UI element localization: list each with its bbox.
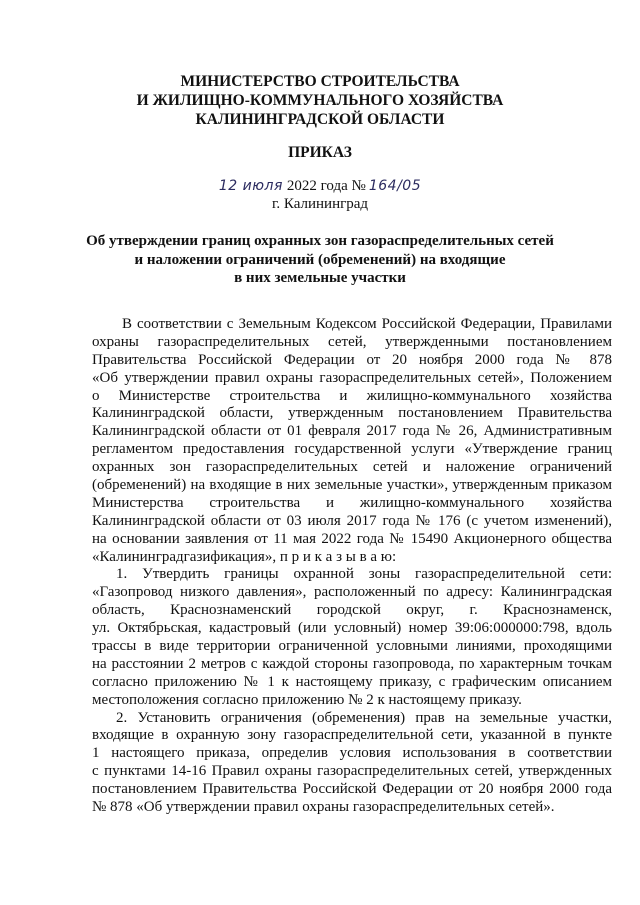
paragraph-line: 1. Утвердить границы охранной зоны газораспределительной сети:: [116, 566, 612, 583]
ministry-line-2: И ЖИЛИЩНО-КОММУНАЛЬНОГО ХОЗЯЙСТВА: [136, 92, 504, 109]
paragraph-line: № 878 «Об утверждении правил охраны газораспределительных сетей».: [92, 799, 555, 816]
date-line: [0, 176, 640, 196]
handwritten-date: 12 июля: [218, 178, 283, 194]
paragraph-line: на расстоянии 2 метров с каждой стороны газопровода, по характерным точкам: [92, 655, 612, 672]
paragraph-line: охранных зон газораспределительных сетей и наложение ограничений: [92, 459, 612, 476]
paragraph-line: В соответствии с Земельным Кодексом Российской Федерации, Правилами: [122, 316, 612, 332]
paragraph-line: (обременений) на входящие в них земельные участки», утвержденным приказом: [92, 477, 612, 494]
paragraph-line: Калининградской области от 03 июля 2017 года № 176 (с учетом изменений),: [92, 512, 612, 529]
paragraph-line: трассы в виде территории ограниченной условными линиями, проходящими: [92, 638, 612, 655]
paragraph-line: регламентом предоставления государственной услуги «Утверждение границ: [92, 441, 612, 458]
clause-1-paragraph: [92, 566, 612, 709]
order-body: [92, 316, 612, 817]
paragraph-line: «Газопровод низкого давления», расположенный по адресу: Калининградская: [92, 584, 612, 601]
paragraph-line: ул. Октябрьская, кадастровый (или условный) номер 39:06:000000:798, вдоль: [92, 620, 612, 637]
ministry-name: [0, 72, 640, 129]
paragraph-line: на основании заявления от 11 мая 2022 года № 15490 Акционерного общества: [92, 530, 612, 547]
paragraph-line: Правительства Российской Федерации от 20 ноября 2000 года № 878: [92, 351, 612, 368]
ministry-line-3: КАЛИНИНГРАДСКОЙ ОБЛАСТИ: [195, 111, 445, 128]
clause-2-paragraph: [92, 710, 612, 817]
subject-line-2: и наложении ограничений (обременений) на входящие: [134, 251, 506, 268]
paragraph-line: согласно приложению № 1 к настоящему приказу, с графическим описанием: [92, 673, 612, 690]
document-type-title: ПРИКАЗ: [288, 144, 352, 161]
paragraph-line: местоположения согласно приложению № 2 к настоящему приказу.: [92, 691, 522, 708]
order-subject: [0, 232, 640, 288]
city-name: г. Калининград: [271, 196, 369, 212]
subject-line-3: в них земельные участки: [234, 270, 406, 286]
paragraph-line: входящие в охранную зону газораспределительной сети, указанной в пункте: [92, 727, 612, 744]
paragraph-line: Калининградской области, утвержденным постановлением Правительства: [92, 405, 612, 422]
ministry-line-1: МИНИСТЕРСТВО СТРОИТЕЛЬСТВА: [180, 73, 460, 90]
preamble-paragraph: [92, 316, 612, 566]
paragraph-line: охраны газораспределительных сетей, утвержденными постановлением: [92, 333, 612, 350]
paragraph-line: о Министерстве строительства и жилищно-коммунального хозяйства: [92, 387, 612, 404]
paragraph-line: 2. Установить ограничения (обременения) прав на земельные участки,: [116, 709, 612, 726]
handwritten-order-number: 164/05: [368, 178, 422, 194]
paragraph-line: «Об утверждении правил охраны газораспределительных сетей», Положением: [92, 369, 612, 386]
year-text: 2022 года №: [286, 178, 366, 194]
paragraph-line: постановлением Правительства Российской Федерации от 20 ноября 2000 года: [92, 781, 612, 798]
paragraph-line: «Калининградгазификация», п р и к а з ы в а ю:: [92, 548, 397, 565]
paragraph-line: область, Краснознаменский городской округ, г. Краснознаменск,: [92, 602, 612, 619]
paragraph-line: Министерства строительства и жилищно-коммунального хозяйства: [92, 494, 612, 511]
subject-line-1: Об утверждении границ охранных зон газораспределительных сетей: [86, 233, 554, 249]
paragraph-line: с пунктами 14-16 Правил охраны газораспределительных сетей, утвержденных: [92, 763, 612, 780]
paragraph-line: Калининградской области от 01 февраля 2017 года № 26, Административным: [92, 423, 612, 440]
paragraph-line: 1 настоящего приказа, определив условия использования в соответствии: [92, 745, 612, 762]
